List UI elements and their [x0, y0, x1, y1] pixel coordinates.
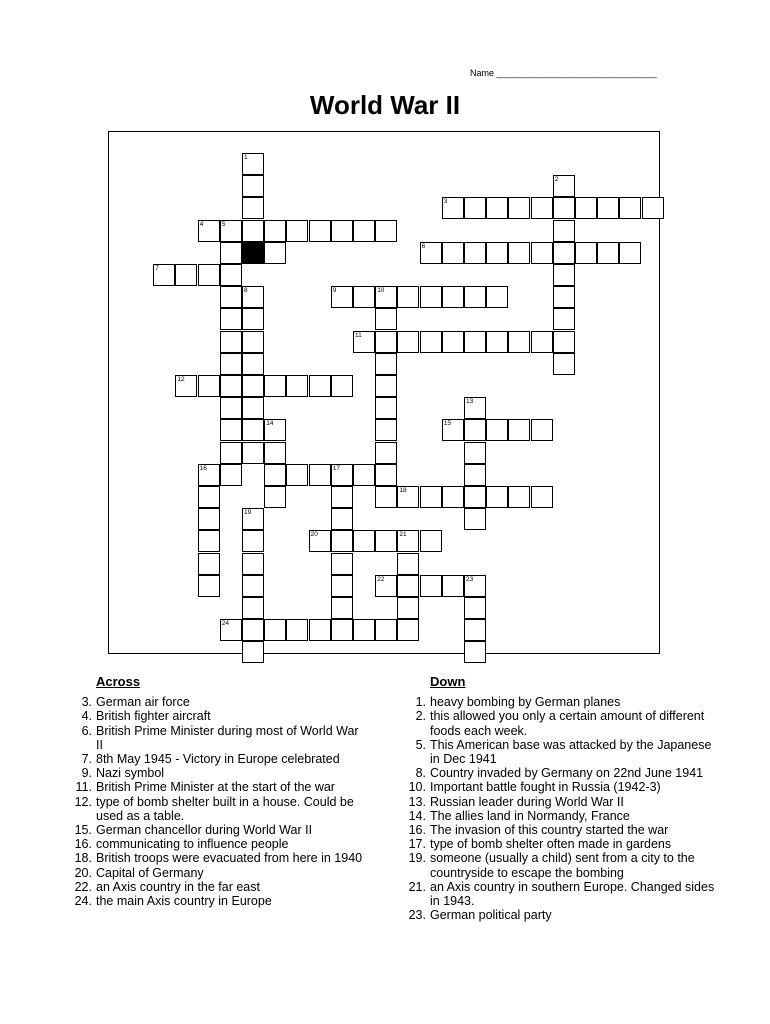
- clue-text: German political party: [430, 908, 552, 923]
- crossword-cell[interactable]: [464, 442, 486, 464]
- clue-number: 11: [355, 331, 362, 339]
- crossword-cell[interactable]: [220, 442, 242, 464]
- clue-number-label: 18.: [74, 851, 92, 866]
- down-clue: [402, 809, 722, 823]
- clue-text: someone (usually a child) sent from a city to the countryside to escape the bombing: [430, 851, 695, 880]
- clue-number: 16: [199, 464, 207, 472]
- crossword-cell[interactable]: [309, 220, 331, 242]
- crossword-cell[interactable]: [331, 508, 353, 530]
- crossword-cell[interactable]: [464, 197, 486, 219]
- black-cell: [242, 242, 264, 264]
- crossword-cell[interactable]: [220, 397, 242, 419]
- down-heading: Down: [430, 674, 466, 689]
- crossword-cell[interactable]: [242, 331, 264, 353]
- crossword-cell[interactable]: [331, 486, 353, 508]
- clue-text: German air force: [96, 695, 190, 710]
- crossword-cell[interactable]: [486, 197, 508, 219]
- down-clue: [402, 738, 722, 766]
- crossword-cell[interactable]: [198, 575, 220, 597]
- crossword-cell[interactable]: [442, 242, 464, 264]
- crossword-cell[interactable]: [531, 331, 553, 353]
- clue-text: type of bomb shelter built in a house. Could be used as a table.: [96, 794, 354, 823]
- crossword-cell[interactable]: [442, 575, 464, 597]
- clue-number-label: 2.: [415, 709, 426, 724]
- crossword-cell[interactable]: [264, 375, 286, 397]
- clue-text: an Axis country in the far east: [96, 879, 260, 894]
- crossword-cell[interactable]: [309, 375, 331, 397]
- clue-number: 12: [177, 376, 185, 383]
- across-clue: [68, 823, 368, 837]
- crossword-cell[interactable]: [531, 486, 553, 508]
- clue-number: 13: [466, 398, 474, 406]
- crossword-cell[interactable]: [242, 353, 264, 375]
- clue-number-label: 17.: [408, 837, 426, 852]
- page-title: World War II: [309, 90, 461, 120]
- crossword-cell[interactable]: [153, 264, 175, 286]
- clue-number: 1: [244, 154, 248, 161]
- crossword-cell[interactable]: [420, 286, 442, 308]
- down-clue: [402, 908, 722, 922]
- clue-number: 24: [221, 620, 230, 628]
- crossword-cell[interactable]: [531, 419, 553, 441]
- crossword-cell[interactable]: [198, 375, 220, 397]
- clue-number: 6: [421, 242, 426, 250]
- down-clue: [402, 823, 722, 837]
- clue-number: 8: [244, 287, 248, 295]
- across-clue: [68, 709, 368, 723]
- clue-number: 7: [155, 265, 159, 272]
- down-clue: [402, 851, 722, 879]
- clue-number: 18: [399, 487, 407, 494]
- crossword-cell[interactable]: [331, 220, 353, 242]
- crossword-cell[interactable]: [597, 242, 619, 264]
- crossword-cell[interactable]: [464, 331, 486, 353]
- clue-text: communicating to influence people: [96, 837, 289, 852]
- clue-text: heavy bombing by German planes: [430, 695, 621, 710]
- crossword-cell[interactable]: [220, 353, 242, 375]
- crossword-cell[interactable]: [286, 375, 308, 397]
- clue-text: British Prime Minister at the start of the war: [96, 780, 335, 795]
- crossword-cell[interactable]: [198, 553, 220, 575]
- crossword-cell[interactable]: [220, 464, 242, 486]
- crossword-cell[interactable]: [553, 286, 575, 308]
- down-clue: [402, 795, 722, 809]
- crossword-cell[interactable]: [531, 242, 553, 264]
- clue-text: This American base was attacked by the Japanese in Dec 1941: [430, 737, 712, 767]
- crossword-cell[interactable]: [420, 486, 442, 508]
- crossword-cell[interactable]: [508, 331, 530, 353]
- crossword-cell[interactable]: [397, 530, 419, 552]
- crossword-cell[interactable]: [198, 508, 220, 530]
- crossword-cell[interactable]: [242, 175, 264, 197]
- across-clue: [68, 766, 368, 780]
- crossword-cell[interactable]: [198, 530, 220, 552]
- crossword-cell[interactable]: [264, 486, 286, 508]
- clue-number: 10: [377, 287, 385, 295]
- crossword-cell[interactable]: [331, 597, 353, 619]
- crossword-cell[interactable]: [375, 220, 397, 242]
- crossword-cell[interactable]: [220, 220, 242, 242]
- crossword-cell[interactable]: [353, 464, 375, 486]
- crossword-cell[interactable]: [353, 530, 375, 552]
- crossword-cell[interactable]: [553, 175, 575, 197]
- crossword-cell[interactable]: [397, 619, 419, 641]
- clue-text: Country invaded by Germany on 22nd June 1941: [430, 766, 704, 781]
- across-clue: [68, 880, 368, 894]
- crossword-cell[interactable]: [264, 419, 286, 441]
- crossword-cell[interactable]: [242, 286, 264, 308]
- clue-text: 8th May 1945 - Victory in Europe celebrated: [96, 752, 340, 767]
- crossword-frame: [108, 131, 660, 654]
- crossword-cell[interactable]: [198, 264, 220, 286]
- crossword-cell[interactable]: [375, 308, 397, 330]
- crossword-cell[interactable]: [220, 264, 242, 286]
- crossword-cell[interactable]: [375, 530, 397, 552]
- crossword-cell[interactable]: [486, 419, 508, 441]
- clue-number: 19: [244, 509, 252, 517]
- crossword-cell[interactable]: [531, 197, 553, 219]
- clue-number-label: 16.: [74, 837, 92, 852]
- clue-text: German chancellor during World War II: [96, 823, 313, 838]
- crossword-cell[interactable]: [508, 486, 530, 508]
- crossword-cell[interactable]: [331, 464, 353, 486]
- down-clue: [402, 695, 722, 709]
- crossword-cell[interactable]: [242, 197, 264, 219]
- crossword-cell[interactable]: [619, 242, 641, 264]
- clue-text: type of bomb shelter often made in gardens: [430, 837, 672, 852]
- crossword-cell[interactable]: [464, 242, 486, 264]
- crossword-cell[interactable]: [397, 597, 419, 619]
- crossword-cell[interactable]: [464, 286, 486, 308]
- clue-text: an Axis country in southern Europe. Changed sides in 1943.: [430, 879, 715, 909]
- crossword-cell[interactable]: [353, 286, 375, 308]
- crossword-cell[interactable]: [286, 464, 308, 486]
- crossword-cell[interactable]: [397, 331, 419, 353]
- crossword-cell[interactable]: [331, 619, 353, 641]
- crossword-cell[interactable]: [464, 508, 486, 530]
- clue-number-label: 6.: [81, 723, 92, 738]
- crossword-cell[interactable]: [553, 197, 575, 219]
- crossword-cell[interactable]: [375, 464, 397, 486]
- crossword-cell[interactable]: [175, 375, 197, 397]
- clue-text: Russian leader during World War II: [430, 794, 624, 809]
- crossword-cell[interactable]: [309, 464, 331, 486]
- clue-number: 15: [443, 420, 452, 428]
- crossword-cell[interactable]: [575, 197, 597, 219]
- crossword-cell[interactable]: [464, 575, 486, 597]
- crossword-cell[interactable]: [220, 331, 242, 353]
- crossword-cell[interactable]: [553, 353, 575, 375]
- crossword-cell[interactable]: [486, 286, 508, 308]
- crossword-cell[interactable]: [242, 220, 264, 242]
- crossword-cell[interactable]: [220, 419, 242, 441]
- crossword-cell[interactable]: [575, 242, 597, 264]
- crossword-cell[interactable]: [242, 153, 264, 175]
- crossword-cell[interactable]: [353, 220, 375, 242]
- clue-text: this allowed you only a certain amount of different foods each week.: [430, 709, 705, 738]
- crossword-cell[interactable]: [397, 486, 419, 508]
- crossword-cell[interactable]: [198, 220, 220, 242]
- crossword-cell[interactable]: [464, 486, 486, 508]
- crossword-cell[interactable]: [619, 197, 641, 219]
- clue-number-label: 15.: [74, 823, 92, 838]
- name-field-label: Name ________________________________: [470, 68, 657, 78]
- crossword-cell[interactable]: [242, 641, 264, 663]
- crossword-cell[interactable]: [331, 553, 353, 575]
- across-heading: Across: [96, 674, 141, 689]
- clue-number-label: 8.: [415, 766, 426, 781]
- crossword-cell[interactable]: [553, 220, 575, 242]
- crossword-cell[interactable]: [464, 641, 486, 663]
- down-clues: [402, 675, 722, 922]
- across-clue: [68, 695, 368, 709]
- crossword-cell[interactable]: [264, 442, 286, 464]
- crossword-cell[interactable]: [375, 419, 397, 441]
- crossword-cell[interactable]: [309, 530, 331, 552]
- crossword-cell[interactable]: [420, 242, 442, 264]
- crossword-cell[interactable]: [242, 553, 264, 575]
- down-clue-list: [402, 695, 722, 922]
- clue-number: 9: [332, 287, 337, 295]
- clue-number-label: 12.: [74, 794, 92, 809]
- clue-number: 20: [310, 531, 318, 539]
- crossword-cell[interactable]: [375, 331, 397, 353]
- crossword-cell[interactable]: [242, 575, 264, 597]
- clue-text: British troops were evacuated from here in 1940: [96, 851, 363, 866]
- down-clue: [402, 780, 722, 794]
- clue-text: British Prime Minister during most of World War II: [96, 723, 359, 752]
- across-clue: [68, 752, 368, 766]
- crossword-cell[interactable]: [375, 397, 397, 419]
- clue-number-label: 9.: [81, 766, 92, 781]
- clue-text: the main Axis country in Europe: [96, 894, 272, 909]
- crossword-cell[interactable]: [486, 486, 508, 508]
- crossword-cell[interactable]: [331, 375, 353, 397]
- clue-number: 2: [554, 176, 559, 184]
- crossword-cell[interactable]: [264, 242, 286, 264]
- crossword-cell[interactable]: [486, 242, 508, 264]
- crossword-cell[interactable]: [553, 242, 575, 264]
- crossword-cell[interactable]: [397, 553, 419, 575]
- crossword-cell[interactable]: [464, 464, 486, 486]
- across-clue: [68, 837, 368, 851]
- clue-text: The allies land in Normandy, France: [430, 808, 630, 823]
- clue-number: 22: [377, 575, 385, 583]
- crossword-cell[interactable]: [486, 331, 508, 353]
- crossword-cell[interactable]: [242, 619, 264, 641]
- clue-number-label: 13.: [408, 794, 426, 809]
- clue-number-label: 3.: [81, 695, 92, 710]
- crossword-cell[interactable]: [397, 286, 419, 308]
- clue-number: 17: [332, 464, 341, 472]
- crossword-cell[interactable]: [375, 575, 397, 597]
- crossword-cell[interactable]: [220, 308, 242, 330]
- crossword-cell[interactable]: [242, 375, 264, 397]
- crossword-cell[interactable]: [464, 419, 486, 441]
- crossword-cell[interactable]: [420, 530, 442, 552]
- crossword-cell[interactable]: [420, 331, 442, 353]
- clue-number-label: 16.: [408, 823, 426, 838]
- across-clues: [68, 675, 368, 908]
- across-clue: [68, 866, 368, 880]
- clue-number-label: 22.: [74, 879, 92, 894]
- crossword-cell[interactable]: [220, 619, 242, 641]
- crossword-cell[interactable]: [331, 575, 353, 597]
- clue-number: 21: [399, 531, 407, 539]
- crossword-cell[interactable]: [442, 286, 464, 308]
- crossword-cell[interactable]: [220, 242, 242, 264]
- clue-number-label: 4.: [81, 709, 92, 724]
- clue-number: 3: [443, 198, 448, 206]
- crossword-cell[interactable]: [464, 397, 486, 419]
- crossword-cell[interactable]: [508, 242, 530, 264]
- clue-number-label: 20.: [74, 865, 92, 880]
- crossword-cell[interactable]: [242, 508, 264, 530]
- crossword-cell[interactable]: [242, 397, 264, 419]
- crossword-cell[interactable]: [242, 597, 264, 619]
- down-clue: [402, 880, 722, 908]
- across-clue: [68, 851, 368, 865]
- crossword-cell[interactable]: [331, 286, 353, 308]
- clue-number: 14: [266, 420, 274, 428]
- clue-text: Nazi symbol: [96, 766, 165, 781]
- crossword-cell[interactable]: [397, 575, 419, 597]
- crossword-cell[interactable]: [375, 619, 397, 641]
- clue-number-label: 23.: [408, 908, 426, 923]
- crossword-cell[interactable]: [375, 286, 397, 308]
- clue-number-label: 1.: [415, 695, 426, 710]
- clue-text: British fighter aircraft: [96, 709, 211, 724]
- clue-number-label: 19.: [408, 851, 426, 866]
- crossword-cell[interactable]: [442, 331, 464, 353]
- clue-number-label: 11.: [75, 780, 92, 795]
- crossword-cell[interactable]: [264, 220, 286, 242]
- crossword-cell[interactable]: [553, 331, 575, 353]
- crossword-cell[interactable]: [242, 308, 264, 330]
- crossword-cell[interactable]: [442, 486, 464, 508]
- clue-number-label: 21.: [408, 879, 426, 894]
- down-clue: [402, 709, 722, 737]
- clue-number-label: 14.: [408, 808, 426, 823]
- crossword-cell[interactable]: [286, 619, 308, 641]
- across-clue: [68, 795, 368, 823]
- crossword-cell[interactable]: [442, 197, 464, 219]
- across-clue: [68, 780, 368, 794]
- clue-text: Capital of Germany: [96, 865, 204, 880]
- crossword-cell[interactable]: [309, 619, 331, 641]
- clue-number-label: 7.: [81, 752, 92, 767]
- clue-text: Important battle fought in Russia (1942-3): [430, 780, 661, 795]
- across-clue: [68, 724, 368, 752]
- across-clue: [68, 894, 368, 908]
- crossword-cell[interactable]: [375, 353, 397, 375]
- clue-number-label: 10.: [408, 780, 426, 795]
- clue-number-label: 5.: [415, 737, 426, 752]
- crossword-cell[interactable]: [553, 264, 575, 286]
- crossword-cell[interactable]: [375, 375, 397, 397]
- crossword-cell[interactable]: [175, 264, 197, 286]
- crossword-cell[interactable]: [553, 308, 575, 330]
- crossword-cell[interactable]: [242, 442, 264, 464]
- crossword-cell[interactable]: [420, 575, 442, 597]
- crossword-cell[interactable]: [353, 619, 375, 641]
- down-clue: [402, 837, 722, 851]
- crossword-cell[interactable]: [508, 419, 530, 441]
- crossword-cell[interactable]: [198, 486, 220, 508]
- crossword-cell[interactable]: [464, 619, 486, 641]
- crossword-cell[interactable]: [264, 619, 286, 641]
- crossword-cell[interactable]: [597, 197, 619, 219]
- clue-text: The invasion of this country started the war: [430, 823, 669, 838]
- down-clue: [402, 766, 722, 780]
- crossword-cell[interactable]: [286, 220, 308, 242]
- clue-number: 5: [221, 220, 226, 228]
- crossword-cell[interactable]: [464, 597, 486, 619]
- crossword-cell[interactable]: [375, 442, 397, 464]
- crossword-cell[interactable]: [642, 197, 664, 219]
- crossword-cell[interactable]: [508, 197, 530, 219]
- crossword-cell[interactable]: [220, 375, 242, 397]
- crossword-cell[interactable]: [242, 530, 264, 552]
- crossword-cell[interactable]: [220, 286, 242, 308]
- crossword-cell[interactable]: [442, 419, 464, 441]
- crossword-cell[interactable]: [198, 464, 220, 486]
- crossword-cell[interactable]: [264, 464, 286, 486]
- crossword-cell[interactable]: [353, 331, 375, 353]
- clue-number: 23: [466, 575, 474, 583]
- crossword-cell[interactable]: [242, 419, 264, 441]
- crossword-cell[interactable]: [375, 486, 397, 508]
- crossword-cell[interactable]: [331, 530, 353, 552]
- clue-number: 4: [199, 220, 204, 228]
- across-clue-list: [68, 695, 368, 908]
- clue-number-label: 24.: [74, 894, 92, 909]
